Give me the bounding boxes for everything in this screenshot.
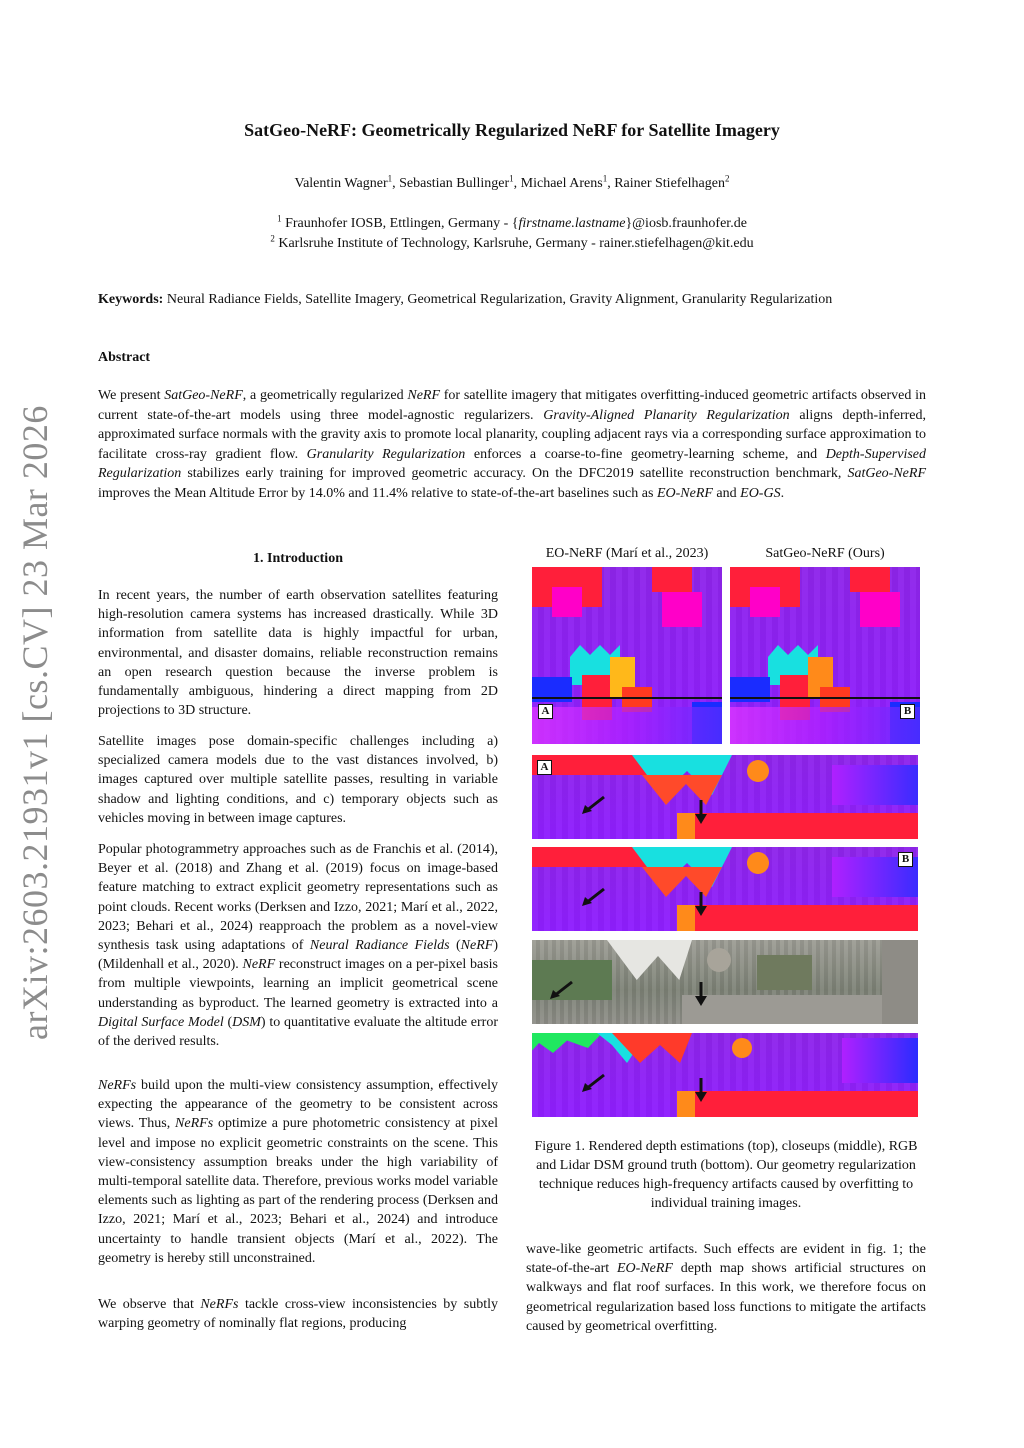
- blue-patch: [842, 1038, 918, 1083]
- author-name: Michael Arens: [520, 176, 603, 191]
- depth-map-satgeo-nerf: [730, 567, 920, 744]
- author-affil: 1: [602, 173, 608, 184]
- lidar-dsm-ground-truth: [532, 1033, 918, 1117]
- keywords-text: Neural Radiance Fields, Satellite Imagery, Geometrical Regularization, Gravity Alignment, Granularity Regularization: [166, 292, 833, 307]
- roof-orange: [732, 1038, 752, 1058]
- roof-region: [850, 567, 890, 592]
- closeup-line: [532, 697, 722, 699]
- roof-red: [677, 905, 918, 931]
- roof-region: [860, 592, 900, 627]
- affiliation-email-pattern: firstname.lastname: [518, 216, 626, 231]
- roof-region: [532, 847, 652, 867]
- author-name: Rainer Stiefelhagen: [614, 176, 725, 191]
- roof-orange: [747, 852, 769, 874]
- section-heading: 1. Introduction: [253, 551, 343, 566]
- roof-region: [552, 587, 582, 617]
- inset-label-a: A: [537, 760, 552, 775]
- magenta-ground: [730, 707, 920, 744]
- arrow-icon: [582, 887, 606, 907]
- author-affil: 2: [724, 173, 730, 184]
- building-roof: [607, 940, 692, 980]
- arrow-icon: [695, 892, 707, 916]
- roof-region: [662, 592, 702, 627]
- dome: [707, 948, 731, 972]
- roof-region: [642, 775, 722, 805]
- affiliation-1: [0, 213, 1024, 232]
- affiliation-number: 1: [277, 213, 282, 224]
- keywords: [98, 292, 938, 308]
- affiliation-2: [0, 233, 1024, 252]
- inset-label-a: A: [538, 704, 553, 719]
- affiliation-text: Karlsruhe Institute of Technology, Karlsruhe, Germany - rainer.stiefelhagen@kit.edu: [278, 236, 754, 251]
- inset-label-b: B: [898, 852, 913, 867]
- affiliation-domain: }@iosb.fraunhofer.de: [625, 216, 747, 231]
- arrow-icon: [582, 1073, 606, 1093]
- author-affil: 1: [387, 173, 393, 184]
- arrow-icon: [695, 1078, 707, 1102]
- roof-orange: [677, 813, 695, 839]
- roof-region: [652, 567, 692, 592]
- author-affil: 1: [509, 173, 514, 184]
- closeup-line: [730, 697, 920, 699]
- keywords-label: Keywords:: [98, 292, 164, 307]
- figure-label-eo-nerf: EO-NeRF (Marí et al., 2023): [545, 546, 709, 561]
- road: [882, 940, 918, 1024]
- author-name: Valentin Wagner: [294, 176, 388, 191]
- arrow-icon: [695, 800, 707, 824]
- depth-map-eo-nerf: [532, 567, 722, 744]
- affiliation-text: Fraunhofer IOSB, Ettlingen, Germany - {: [285, 216, 519, 231]
- magenta-ground: [532, 707, 722, 744]
- intro-paragraph-2: Satellite images pose domain-specific challenges including a) specialized camera models due to the vast distances involved, b) images captured over multiple satellite passes, resulting in variable shadow and lighting conditions, and c) temporary objects such as vehicles moving in between image captures.: [98, 734, 498, 826]
- arrow-icon: [695, 982, 707, 1006]
- roof-orange: [677, 1091, 695, 1117]
- arrow-icon: [550, 980, 574, 1000]
- inset-label-b: B: [900, 704, 915, 719]
- vegetation-green: [532, 1033, 602, 1058]
- roof-orange: [677, 905, 695, 931]
- column2-paragraph: wave-like geometric artifacts. Such effects are evident in fig. 1; the state-of-the-art EO-NeRF depth map shows artificial structures on walkways and flat roof surfaces. In this work, we therefore focus on geometrical regularization based loss functions to mitigate the artifacts caused by geometrical overfitting.: [526, 1242, 926, 1334]
- paper-title: SatGeo-NeRF: Geometrically Regularized NeRF for Satellite Imagery: [244, 120, 780, 140]
- trees: [757, 955, 812, 990]
- figure-label-satgeo-nerf: SatGeo-NeRF (Ours): [765, 546, 885, 561]
- roof-red: [677, 813, 918, 839]
- author-list: Valentin Wagner$^1$, Sebastian Bullinger$^1$, Michael Arens$^1$, Rainer Stiefelhagen$^2$: [294, 173, 730, 191]
- roof-region: [642, 867, 722, 897]
- rgb-ground-truth: [532, 940, 918, 1024]
- roof-region: [750, 587, 780, 617]
- closeup-a: [532, 755, 918, 839]
- roof-orange: [747, 760, 769, 782]
- roof-red: [677, 1091, 918, 1117]
- intro-paragraph-3: Popular photogrammetry approaches such as de Franchis et al. (2014), Beyer et al. (2018) and Zhang et al. (2019) focus on image-based feature matching to extract explicit geometry representations such as point clouds. Recent works (Derksen and Izzo, 2021; Marí et al., 2022, 2023; Behari et al., 2024) reapproach the problem as a novel-view synthesis task using adaptations of Neural Radiance Fields (NeRF) (Mildenhall et al., 2020). NeRF reconstruct images on a per-pixel basis from multiple viewpoints, learning an implicit geometrical scene understanding as byproduct. The learned geometry is extracted into a Digital Surface Model (DSM) to quantitative evaluate the altitude error of the derived results.: [98, 842, 498, 1050]
- abstract-body: We present SatGeo-NeRF, a geometrically regularized NeRF for satellite imagery that mitigates overfitting-induced geometric artifacts observed in current state-of-the-art models using three model-agnostic regularizers. Gravity-Aligned Planarity Regularization aligns depth-inferred, approximated surface normals with the gravity axis to promote local planarity, coupling adjacent rays via a corresponding surface approximation to facilitate cross-ray gradient flow. Granularity Regularization enforces a coarse-to-fine geometry-learning scheme, and Depth-Supervised Regularization stabilizes early training for improved geometric accuracy. On the DFC2019 satellite reconstruction benchmark, SatGeo-NeRF improves the Mean Altitude Error by 14.0% and 11.4% relative to state-of-the-art baselines such as EO-NeRF and EO-GS.: [98, 388, 927, 501]
- intro-paragraph-4: NeRFs build upon the multi-view consistency assumption, effectively expecting the appearance of the geometry to be consistent across views. Thus, NeRFs optimize a pure photometric consistency at pixel level and impose no explicit geometric constraints on the scene. This view-consistency assumption breaks under the high variability of multi-temporal satellite data. Therefore, previous works model variable elements such as lighting as part of the rendering process (Derksen and Izzo, 2021; Marí et al., 2023; Behari et al., 2024) and introduce uncertainty to handle transient objects (Marí et al., 2022). The geometry is hereby still unconstrained.: [98, 1078, 498, 1266]
- arxiv-identifier: arXiv:2603.21931v1 [cs.CV] 23 Mar 2026: [15, 405, 55, 1040]
- abstract-heading: Abstract: [98, 350, 151, 365]
- intro-paragraph-5: We observe that NeRFs tackle cross-view inconsistencies by subtly warping geometry of nominally flat regions, producing: [98, 1297, 498, 1332]
- author-name: Sebastian Bullinger: [399, 176, 510, 191]
- arrow-icon: [582, 795, 606, 815]
- blue-patch: [832, 765, 918, 805]
- intro-paragraph-1: In recent years, the number of earth observation satellites featuring high-resolution camera systems has increased drastically. While 3D information from satellite data is highly impactful for urban, environmental, and disaster domains, reliable reconstruction remains an open research question because the inverse problem is fundamentally ambiguous, hindering a direct mapping from 2D projections to 3D structure.: [98, 588, 498, 719]
- affiliation-number: 2: [270, 233, 275, 244]
- closeup-b: [532, 847, 918, 931]
- figure-caption: Figure 1. Rendered depth estimations (top), closeups (middle), RGB and Lidar DSM ground truth (bottom). Our geometry regularization technique reduces high-frequency artifacts caused by overfitting to individual training images.: [534, 1139, 918, 1211]
